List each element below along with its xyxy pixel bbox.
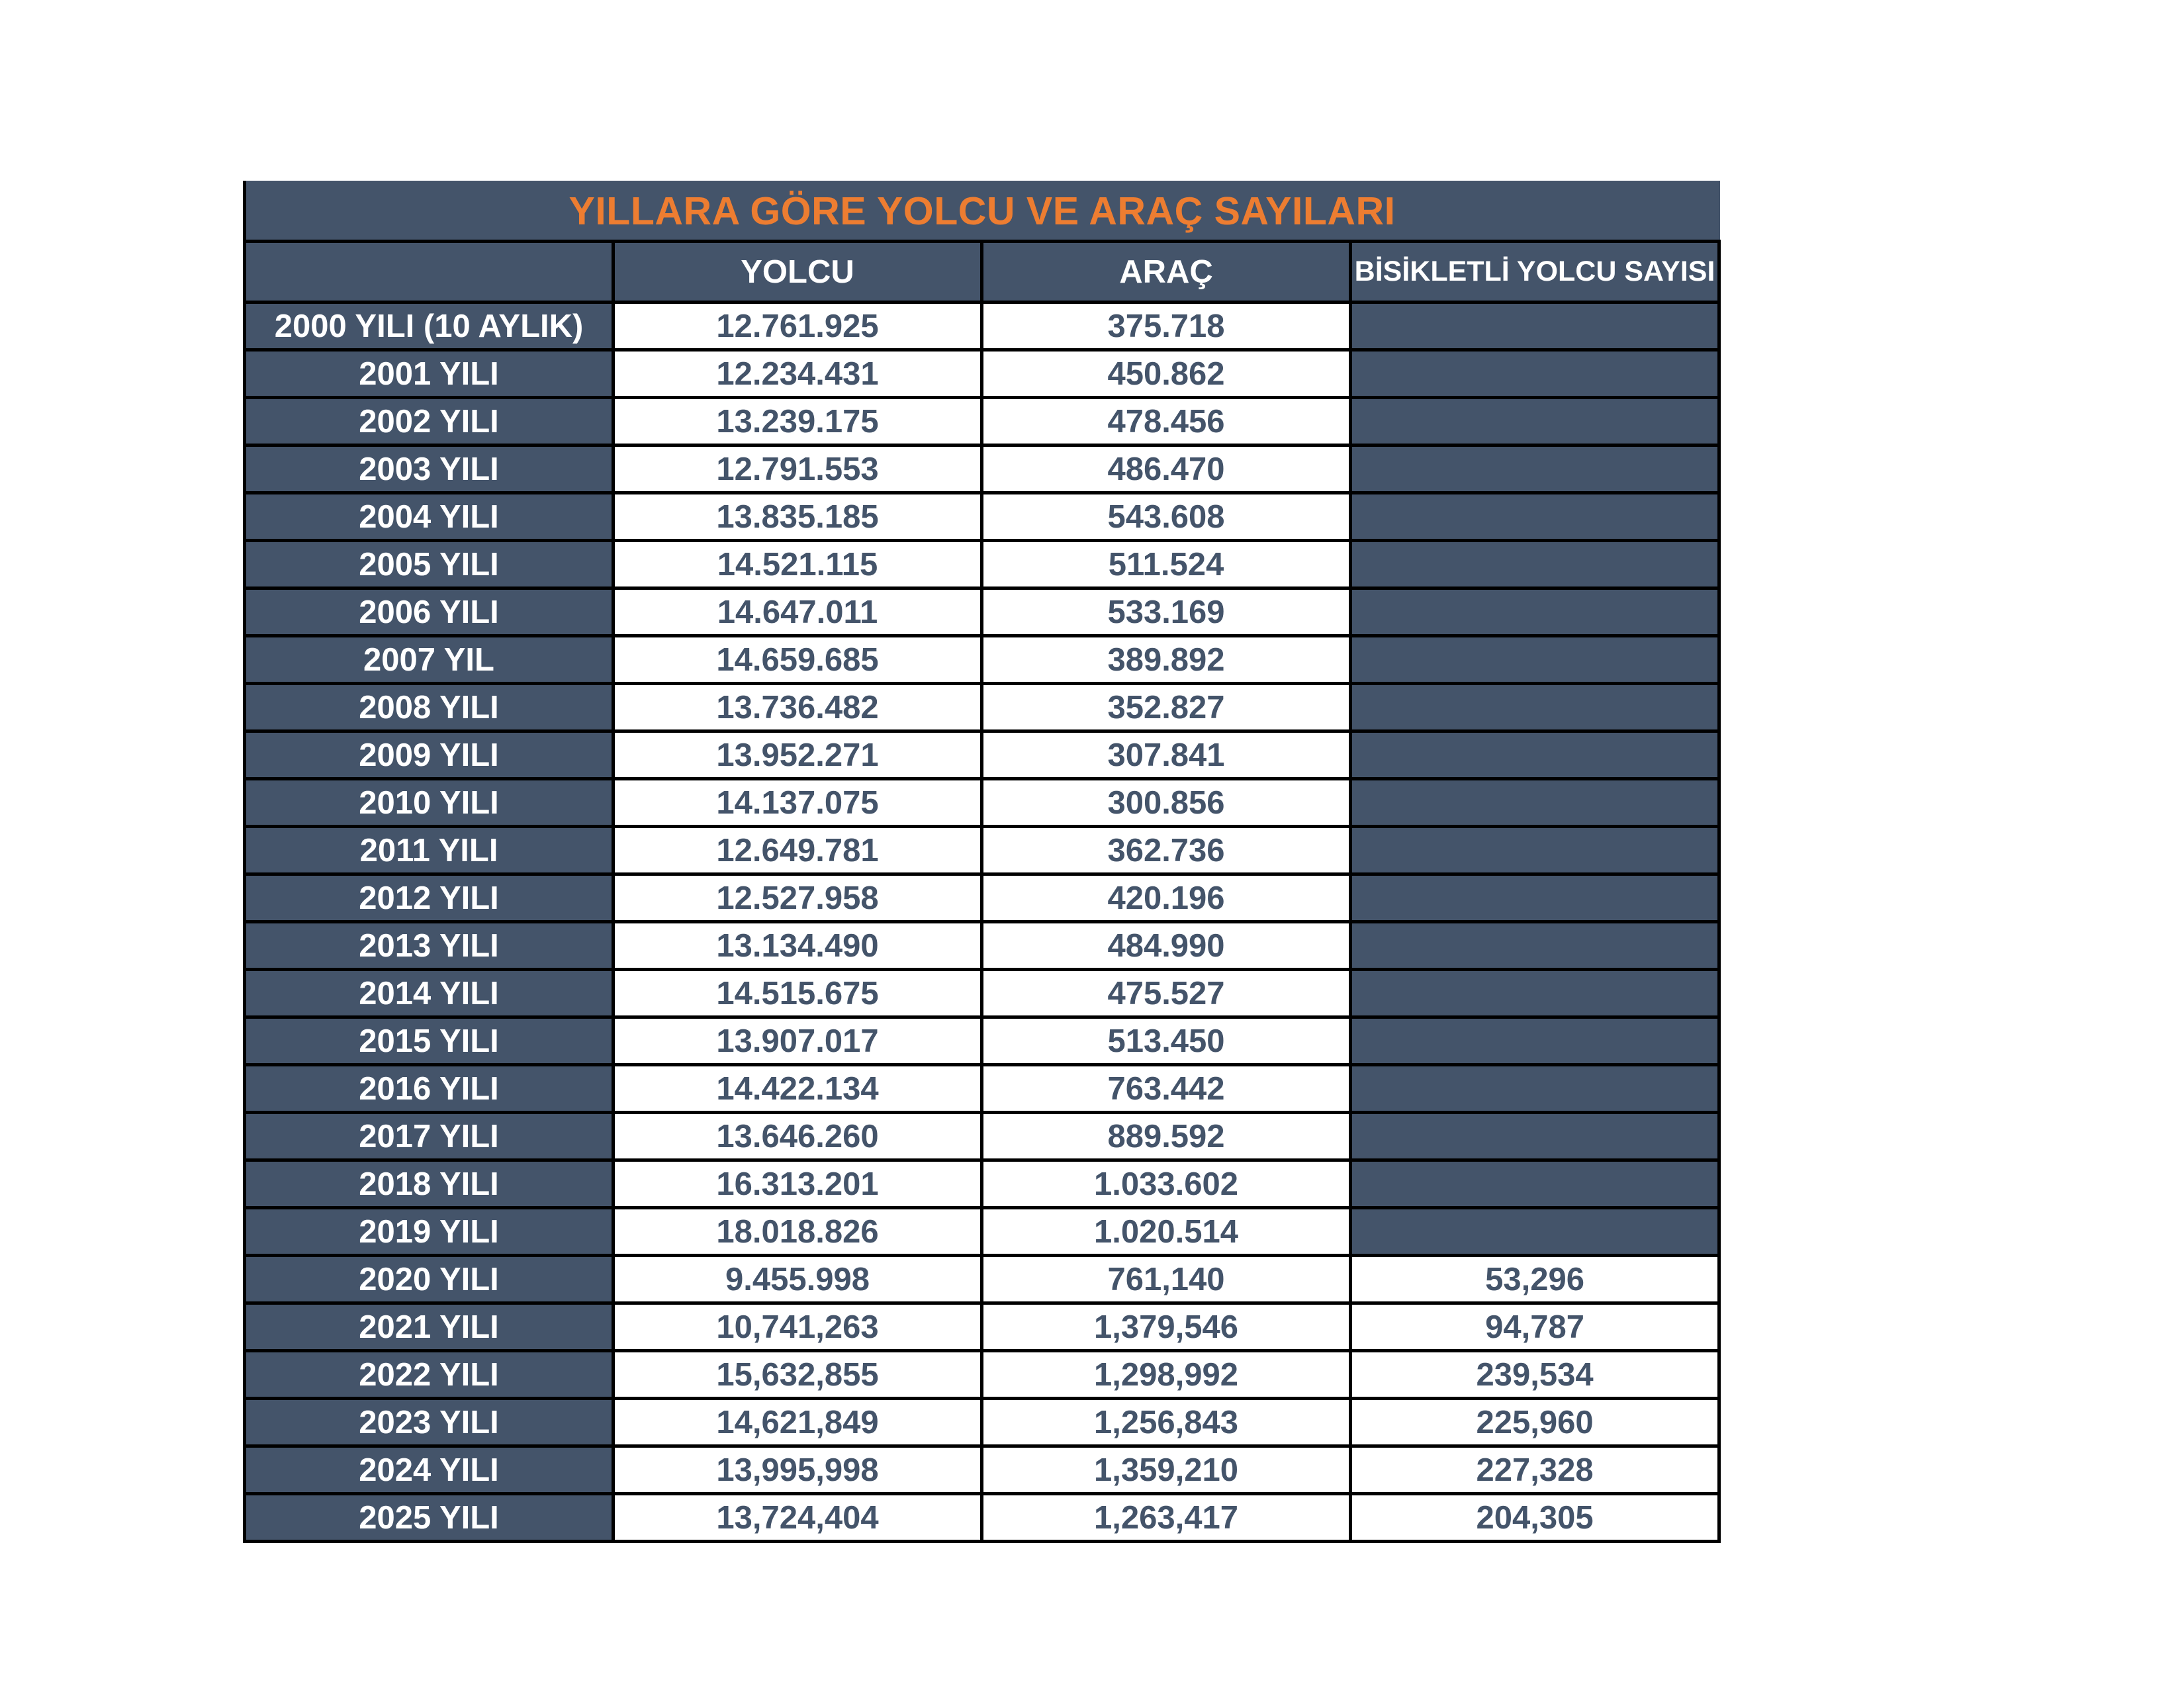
vehicle-count-cell: 1,298,992	[982, 1351, 1351, 1399]
statistics-sheet	[243, 181, 1717, 1543]
passenger-count-cell: 16.313.201	[614, 1160, 982, 1208]
column-header-bicycle-passengers: BİSİKLETLİ YOLCU SAYISI	[1351, 242, 1719, 303]
table-body	[245, 303, 1719, 1542]
passenger-count-cell: 13.835.185	[614, 493, 982, 541]
vehicle-count-cell: 1,256,843	[982, 1399, 1351, 1446]
row-year-label: 2021 YILI	[245, 1303, 614, 1351]
bicycle-passenger-count-cell	[1351, 493, 1719, 541]
bicycle-passenger-count-cell	[1351, 922, 1719, 970]
passenger-count-cell: 12.527.958	[614, 874, 982, 922]
row-year-label: 2002 YILI	[245, 398, 614, 445]
bicycle-passenger-count-cell	[1351, 827, 1719, 874]
table-row	[245, 493, 1719, 541]
row-year-label: 2013 YILI	[245, 922, 614, 970]
bicycle-passenger-count-cell	[1351, 874, 1719, 922]
passenger-count-cell: 12.791.553	[614, 445, 982, 493]
vehicle-count-cell: 511.524	[982, 541, 1351, 588]
vehicle-count-cell: 543.608	[982, 493, 1351, 541]
table-row	[245, 970, 1719, 1017]
table-row	[245, 350, 1719, 398]
column-header-year	[245, 242, 614, 303]
bicycle-passenger-count-cell	[1351, 398, 1719, 445]
table-row	[245, 445, 1719, 493]
passenger-count-cell: 18.018.826	[614, 1208, 982, 1256]
table-row	[245, 1160, 1719, 1208]
row-year-label: 2008 YILI	[245, 684, 614, 731]
vehicle-count-cell: 475.527	[982, 970, 1351, 1017]
vehicle-count-cell: 763.442	[982, 1065, 1351, 1113]
row-year-label: 2001 YILI	[245, 350, 614, 398]
row-year-label: 2015 YILI	[245, 1017, 614, 1065]
bicycle-passenger-count-cell: 239,534	[1351, 1351, 1719, 1399]
vehicle-count-cell: 1.020.514	[982, 1208, 1351, 1256]
column-header-passengers: YOLCU	[614, 242, 982, 303]
passenger-count-cell: 12.234.431	[614, 350, 982, 398]
passenger-count-cell: 14.521.115	[614, 541, 982, 588]
bicycle-passenger-count-cell: 227,328	[1351, 1446, 1719, 1494]
row-year-label: 2018 YILI	[245, 1160, 614, 1208]
table-row	[245, 922, 1719, 970]
vehicle-count-cell: 1,263,417	[982, 1494, 1351, 1542]
table-row	[245, 398, 1719, 445]
bicycle-passenger-count-cell	[1351, 1208, 1719, 1256]
table-row	[245, 303, 1719, 350]
table-row	[245, 731, 1719, 779]
row-year-label: 2004 YILI	[245, 493, 614, 541]
bicycle-passenger-count-cell	[1351, 350, 1719, 398]
bicycle-passenger-count-cell	[1351, 684, 1719, 731]
passenger-count-cell: 10,741,263	[614, 1303, 982, 1351]
bicycle-passenger-count-cell: 94,787	[1351, 1303, 1719, 1351]
title-row	[245, 182, 1719, 242]
vehicle-count-cell: 362.736	[982, 827, 1351, 874]
table-row	[245, 1113, 1719, 1160]
passenger-count-cell: 13.134.490	[614, 922, 982, 970]
bicycle-passenger-count-cell	[1351, 445, 1719, 493]
bicycle-passenger-count-cell	[1351, 970, 1719, 1017]
passenger-count-cell: 14.515.675	[614, 970, 982, 1017]
bicycle-passenger-count-cell	[1351, 1065, 1719, 1113]
vehicle-count-cell: 389.892	[982, 636, 1351, 684]
table-row	[245, 1494, 1719, 1542]
table-row	[245, 1399, 1719, 1446]
vehicle-count-cell: 450.862	[982, 350, 1351, 398]
row-year-label: 2011 YILI	[245, 827, 614, 874]
row-year-label: 2007 YIL	[245, 636, 614, 684]
passenger-count-cell: 9.455.998	[614, 1256, 982, 1303]
vehicle-count-cell: 478.456	[982, 398, 1351, 445]
vehicle-count-cell: 375.718	[982, 303, 1351, 350]
vehicle-count-cell: 1,359,210	[982, 1446, 1351, 1494]
bicycle-passenger-count-cell	[1351, 588, 1719, 636]
bicycle-passenger-count-cell: 225,960	[1351, 1399, 1719, 1446]
vehicle-count-cell: 484.990	[982, 922, 1351, 970]
vehicle-count-cell: 1,379,546	[982, 1303, 1351, 1351]
vehicle-count-cell: 513.450	[982, 1017, 1351, 1065]
row-year-label: 2003 YILI	[245, 445, 614, 493]
passenger-count-cell: 14.137.075	[614, 779, 982, 827]
vehicle-count-cell: 352.827	[982, 684, 1351, 731]
passenger-count-cell: 14.422.134	[614, 1065, 982, 1113]
passenger-count-cell: 13,995,998	[614, 1446, 982, 1494]
table-row	[245, 1256, 1719, 1303]
bicycle-passenger-count-cell	[1351, 779, 1719, 827]
vehicle-count-cell: 761,140	[982, 1256, 1351, 1303]
row-year-label: 2017 YILI	[245, 1113, 614, 1160]
bicycle-passenger-count-cell	[1351, 636, 1719, 684]
bicycle-passenger-count-cell	[1351, 303, 1719, 350]
table-row	[245, 1065, 1719, 1113]
passenger-count-cell: 14.659.685	[614, 636, 982, 684]
table-row	[245, 827, 1719, 874]
table-row	[245, 1446, 1719, 1494]
vehicle-count-cell: 420.196	[982, 874, 1351, 922]
table-row	[245, 1351, 1719, 1399]
column-header-vehicles: ARAÇ	[982, 242, 1351, 303]
passenger-count-cell: 15,632,855	[614, 1351, 982, 1399]
row-year-label: 2000 YILI (10 AYLIK)	[245, 303, 614, 350]
statistics-table	[243, 181, 1721, 1543]
row-year-label: 2014 YILI	[245, 970, 614, 1017]
bicycle-passenger-count-cell: 53,296	[1351, 1256, 1719, 1303]
table-row	[245, 684, 1719, 731]
row-year-label: 2020 YILI	[245, 1256, 614, 1303]
passenger-count-cell: 13,724,404	[614, 1494, 982, 1542]
row-year-label: 2009 YILI	[245, 731, 614, 779]
vehicle-count-cell: 889.592	[982, 1113, 1351, 1160]
row-year-label: 2006 YILI	[245, 588, 614, 636]
table-row	[245, 874, 1719, 922]
row-year-label: 2005 YILI	[245, 541, 614, 588]
vehicle-count-cell: 486.470	[982, 445, 1351, 493]
row-year-label: 2025 YILI	[245, 1494, 614, 1542]
passenger-count-cell: 12.649.781	[614, 827, 982, 874]
row-year-label: 2012 YILI	[245, 874, 614, 922]
table-row	[245, 541, 1719, 588]
vehicle-count-cell: 300.856	[982, 779, 1351, 827]
bicycle-passenger-count-cell	[1351, 1017, 1719, 1065]
table-row	[245, 779, 1719, 827]
table-row	[245, 1303, 1719, 1351]
passenger-count-cell: 13.736.482	[614, 684, 982, 731]
passenger-count-cell: 13.239.175	[614, 398, 982, 445]
passenger-count-cell: 14.647.011	[614, 588, 982, 636]
row-year-label: 2016 YILI	[245, 1065, 614, 1113]
vehicle-count-cell: 307.841	[982, 731, 1351, 779]
table-row	[245, 588, 1719, 636]
table-row	[245, 1208, 1719, 1256]
row-year-label: 2022 YILI	[245, 1351, 614, 1399]
bicycle-passenger-count-cell	[1351, 541, 1719, 588]
row-year-label: 2019 YILI	[245, 1208, 614, 1256]
passenger-count-cell: 14,621,849	[614, 1399, 982, 1446]
row-year-label: 2010 YILI	[245, 779, 614, 827]
passenger-count-cell: 13.646.260	[614, 1113, 982, 1160]
row-year-label: 2024 YILI	[245, 1446, 614, 1494]
passenger-count-cell: 13.952.271	[614, 731, 982, 779]
bicycle-passenger-count-cell	[1351, 1160, 1719, 1208]
bicycle-passenger-count-cell	[1351, 731, 1719, 779]
row-year-label: 2023 YILI	[245, 1399, 614, 1446]
passenger-count-cell: 12.761.925	[614, 303, 982, 350]
bicycle-passenger-count-cell	[1351, 1113, 1719, 1160]
table-row	[245, 636, 1719, 684]
vehicle-count-cell: 1.033.602	[982, 1160, 1351, 1208]
vehicle-count-cell: 533.169	[982, 588, 1351, 636]
bicycle-passenger-count-cell: 204,305	[1351, 1494, 1719, 1542]
table-row	[245, 1017, 1719, 1065]
passenger-count-cell: 13.907.017	[614, 1017, 982, 1065]
column-header-row	[245, 242, 1719, 303]
table-title: YILLARA GÖRE YOLCU VE ARAÇ SAYILARI	[245, 182, 1719, 242]
